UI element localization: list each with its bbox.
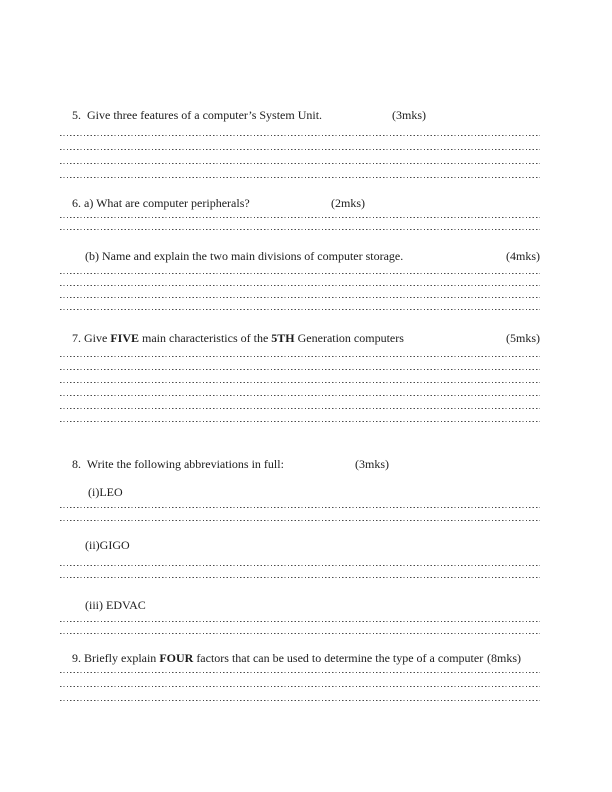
question-5-row — [60, 108, 540, 122]
question-8-item-iii-answer-lines — [60, 610, 540, 634]
question-8-item-ii-text — [85, 538, 130, 552]
answer-dotted-line — [60, 396, 540, 409]
question-7-text — [72, 331, 404, 345]
question-text-segment: (ii)GIGO — [85, 538, 130, 552]
answer-dotted-line — [60, 357, 540, 370]
question-7-answer-lines — [60, 344, 540, 422]
answer-dotted-line — [60, 122, 540, 136]
answer-dotted-line — [60, 218, 540, 230]
answer-dotted-line — [60, 206, 540, 218]
question-6a-marks: (2mks) — [331, 196, 365, 210]
question-7-marks: (5mks) — [506, 331, 540, 345]
question-5-answer-lines — [60, 122, 540, 178]
question-9-marks: (8mks) — [487, 651, 521, 665]
question-8-item-ii-row — [60, 538, 540, 552]
question-5-text — [72, 108, 322, 122]
answer-dotted-line — [60, 566, 540, 578]
answer-dotted-line — [60, 409, 540, 422]
question-text-segment: 8. Write the following abbreviations in full: — [72, 457, 284, 471]
answer-dotted-line — [60, 262, 540, 274]
question-8-text — [72, 457, 284, 471]
question-text-segment: Generation computers — [294, 331, 404, 345]
answer-dotted-line — [60, 622, 540, 634]
question-8-item-ii-answer-lines — [60, 554, 540, 578]
question-6a-answer-lines — [60, 206, 540, 230]
question-text-segment: factors that can be used to determine the type of a computer — [193, 651, 484, 665]
question-9-answer-lines — [60, 659, 540, 701]
question-text-segment: (i)LEO — [88, 485, 123, 499]
answer-dotted-line — [60, 659, 540, 673]
answer-dotted-line — [60, 164, 540, 178]
question-text-segment: FIVE — [110, 331, 139, 345]
question-text-segment: (iii) EDVAC — [85, 598, 146, 612]
question-6b-answer-lines — [60, 262, 540, 310]
question-text-segment: 5TH — [271, 331, 295, 345]
answer-dotted-line — [60, 673, 540, 687]
answer-dotted-line — [60, 610, 540, 622]
question-text-segment: main characteristics of the — [139, 331, 272, 345]
answer-dotted-line — [60, 554, 540, 566]
question-6b-row — [60, 249, 540, 263]
answer-dotted-line — [60, 344, 540, 357]
question-text-segment: 6. a) What are computer peripherals? — [72, 196, 250, 210]
answer-dotted-line — [60, 298, 540, 310]
question-6b-marks: (4mks) — [506, 249, 540, 263]
question-8-item-i-answer-lines — [60, 495, 540, 521]
question-8-row — [60, 457, 540, 471]
answer-dotted-line — [60, 136, 540, 150]
answer-dotted-line — [60, 286, 540, 298]
answer-dotted-line — [60, 687, 540, 701]
question-8-marks: (3mks) — [355, 457, 389, 471]
answer-dotted-line — [60, 370, 540, 383]
question-text-segment: FOUR — [159, 651, 194, 665]
question-text-segment: 7. Give — [72, 331, 111, 345]
answer-dotted-line — [60, 495, 540, 508]
question-text-segment: 5. Give three features of a computer’s System Unit. — [72, 108, 323, 122]
question-7-row — [60, 331, 540, 345]
answer-dotted-line — [60, 150, 540, 164]
question-text-segment: 9. Briefly explain — [72, 651, 160, 665]
answer-dotted-line — [60, 508, 540, 521]
question-5-marks: (3mks) — [392, 108, 426, 122]
answer-dotted-line — [60, 383, 540, 396]
answer-dotted-line — [60, 274, 540, 286]
question-text-segment: (b) Name and explain the two main divisions of computer storage. — [85, 249, 404, 263]
question-6b-text — [85, 249, 403, 263]
